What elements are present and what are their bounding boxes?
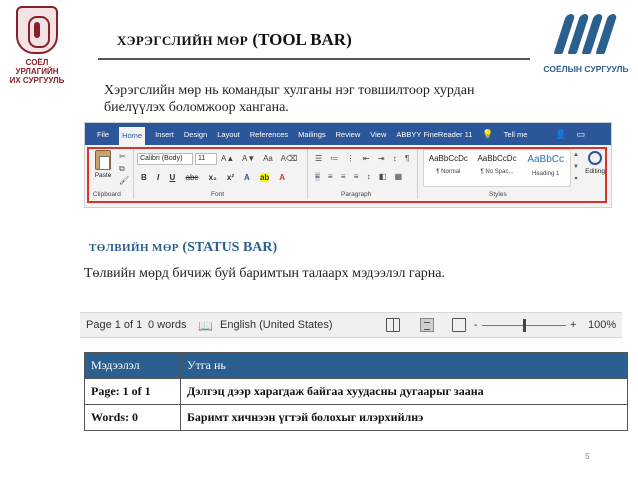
page-indicator[interactable]: Page 1 of 1 [86, 319, 143, 331]
group-separator [417, 149, 418, 199]
clipboard-icon [95, 150, 111, 170]
table-cell: Words: 0 [85, 405, 181, 431]
status-info-table [84, 352, 628, 431]
line-spacing-icon[interactable]: ↕ [366, 172, 371, 181]
title-divider [98, 58, 530, 60]
table-header: Утга нь [181, 353, 628, 379]
web-layout-icon[interactable] [452, 318, 466, 332]
multilevel-list-icon[interactable]: ⋮ [346, 154, 355, 163]
font-format-row [141, 173, 293, 182]
ribbon-home-panel [85, 145, 611, 207]
strikethrough-button[interactable]: abc [185, 173, 199, 182]
table-cell: Page: 1 of 1 [85, 379, 181, 405]
group-label-font: Font [211, 191, 225, 198]
style-no-spacing[interactable]: AaBbCcDc ¶ No Spac... [477, 154, 517, 175]
tab-references[interactable]: References [249, 129, 289, 139]
zoom-slider-thumb[interactable] [523, 319, 526, 332]
tab-insert[interactable]: Insert [155, 129, 174, 139]
tab-review[interactable]: Review [335, 129, 361, 139]
read-mode-icon[interactable] [386, 318, 400, 332]
ribbon-tab-bar [85, 123, 611, 145]
font-size-dropdown[interactable]: 11 [195, 153, 217, 165]
underline-button[interactable]: U [169, 173, 176, 182]
table-row [85, 379, 628, 405]
sort-icon[interactable]: ↕ [392, 154, 397, 163]
bold-button[interactable]: B [141, 173, 147, 182]
word-status-bar [80, 312, 622, 338]
highlight-icon[interactable]: ab [259, 173, 270, 182]
group-separator [133, 149, 134, 199]
lightbulb-icon: 💡 [482, 128, 494, 139]
table-header: Мэдээлэл [85, 353, 181, 379]
table-cell: Дэлгэц дээр харагдаж байгаа хуудасны дугаарыг заана [181, 379, 628, 405]
clear-format-icon[interactable]: A⌫ [280, 154, 298, 163]
paragraph-bottom-icons [315, 172, 408, 181]
superscript-button[interactable]: x² [226, 173, 235, 182]
style-normal[interactable]: AaBbCcDc ¶ Normal [428, 154, 468, 175]
table-header-row [85, 353, 628, 379]
show-marks-icon[interactable]: ¶ [404, 154, 410, 163]
tab-mailings[interactable]: Mailings [298, 129, 326, 139]
increase-indent-icon[interactable]: ⇥ [377, 154, 385, 163]
decrease-indent-icon[interactable]: ⇤ [362, 154, 370, 163]
align-center-icon[interactable]: ≡ [327, 172, 333, 181]
cut-icon[interactable]: ✂ [119, 152, 126, 161]
italic-button[interactable]: I [157, 173, 160, 182]
subscript-button[interactable]: x₂ [208, 173, 217, 182]
tell-me-search[interactable]: Tell me [503, 129, 528, 139]
proofing-icon[interactable]: 📖 [198, 319, 213, 333]
editing-button[interactable]: Editing [583, 149, 607, 175]
align-left-icon[interactable]: ≡ [315, 172, 320, 181]
font-name-dropdown[interactable]: Calibri (Body) [137, 153, 193, 165]
university-logo [6, 6, 68, 88]
font-top-icons [221, 154, 303, 163]
justify-icon[interactable]: ≡ [353, 172, 359, 181]
text-effects-icon[interactable]: A [243, 173, 250, 182]
tab-home[interactable]: Home [119, 127, 145, 148]
format-painter-icon[interactable]: 🖌 [119, 176, 130, 185]
word-count[interactable]: 0 words [148, 319, 187, 331]
table-row [85, 405, 628, 431]
user-icon[interactable]: 👤 [555, 128, 567, 139]
table-cell: Баримт хичнээн үгтэй болохыг илэрхийлнэ [181, 405, 628, 431]
tab-view[interactable]: View [370, 129, 387, 139]
group-label-paragraph: Paragraph [341, 191, 372, 198]
school-logo [540, 10, 632, 84]
word-ribbon-screenshot [84, 122, 612, 208]
school-name: СОЁЛЫН СУРГУУЛЬ [543, 64, 629, 74]
status-bar-heading: ТӨЛВИЙН МӨР (STATUS BAR) [89, 240, 278, 255]
slide-title: ХЭРЭГСЛИЙН МӨР (TOOL BAR) [117, 30, 352, 49]
shading-icon[interactable]: ◧ [378, 172, 387, 181]
paste-button[interactable]: Paste [91, 150, 115, 182]
font-color-icon[interactable]: A [279, 173, 286, 182]
tab-design[interactable]: Design [183, 129, 208, 139]
status-bar-description: Төлвийн мөрд бичиж буй баримтын талаарх мэдээлэл гарна. [84, 266, 446, 281]
toolbar-description: Хэрэгслийн мөр нь командыг хулганы нэг товшилтоор хурдан биелүүлэх боломжоор хангана. [104, 83, 475, 115]
style-heading-1[interactable]: AaBbCc Heading 1 [527, 154, 565, 177]
tab-layout[interactable]: Layout [217, 129, 240, 139]
numbering-icon[interactable]: ≔ [330, 154, 339, 163]
print-layout-icon[interactable] [420, 318, 434, 332]
zoom-in-button[interactable]: + [570, 319, 577, 331]
comment-icon[interactable]: ▭ [576, 128, 586, 139]
zoom-level[interactable]: 100% [588, 319, 617, 331]
tab-abbyy[interactable]: ABBYY FineReader 11 [396, 129, 473, 139]
bullets-icon[interactable]: ☰ [315, 154, 323, 163]
group-label-clipboard: Clipboard [93, 191, 121, 198]
university-seal-icon [16, 6, 58, 54]
group-separator [307, 149, 308, 199]
group-label-styles: Styles [489, 191, 507, 198]
tab-file[interactable]: File [97, 129, 110, 139]
styles-gallery [423, 149, 571, 187]
shrink-font-icon[interactable]: A▼ [242, 154, 256, 163]
language-indicator[interactable]: English (United States) [220, 319, 333, 331]
copy-icon[interactable]: ⧉ [119, 164, 125, 173]
clipboard-small-icons [119, 151, 129, 187]
styles-scroll-arrows[interactable]: ▲ ▼ ▾ [573, 152, 579, 182]
grow-font-icon[interactable]: A▲ [221, 154, 235, 163]
university-name: СОЁЛ УРЛАГИЙН ИХ СУРГУУЛЬ [9, 58, 65, 85]
change-case-icon[interactable]: Aa [263, 154, 273, 163]
school-logo-icon [540, 10, 632, 56]
align-right-icon[interactable]: ≡ [340, 172, 346, 181]
zoom-out-button[interactable]: - [474, 319, 478, 331]
search-icon [588, 151, 602, 165]
borders-icon[interactable]: ▦ [394, 172, 403, 181]
page-number: 5 [585, 452, 590, 461]
paragraph-top-icons [315, 154, 415, 163]
